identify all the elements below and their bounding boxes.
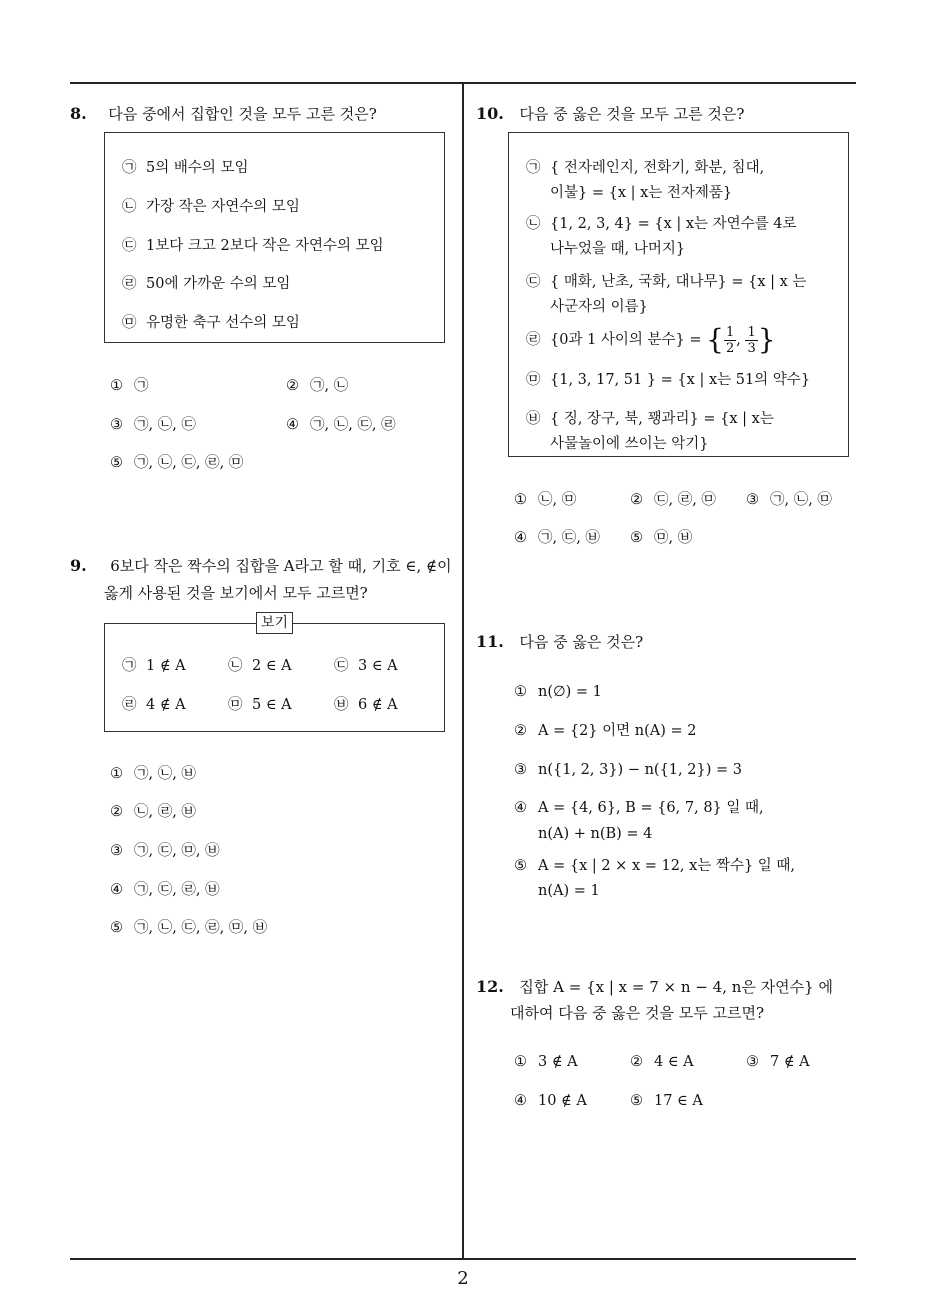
answer-choice-4[interactable]: ④ ㉠, ㉡, ㉢, ㉣ (286, 417, 396, 433)
fraction: $\frac{1}{2}$ (725, 324, 735, 356)
question-text: 집합 A = {x | x = 7 × n − 4, n은 자연수} 에 (519, 978, 833, 996)
condition-item: ㉡ 가장 작은 자연수의 모임 (122, 199, 300, 215)
answer-choice-2[interactable]: ② A = {2} 이면 n(A) = 2 (514, 723, 697, 739)
condition-item: ㉥ { 징, 장구, 북, 꽹과리} = {x | x는 (526, 411, 774, 427)
question-number: 10. (476, 104, 504, 123)
condition-item-cont: 사물놀이에 쓰이는 악기} (550, 436, 709, 452)
condition-item: ㉢ 1보다 크고 2보다 작은 자연수의 모임 (122, 238, 384, 254)
answer-choice-5[interactable]: ⑤ ㉠, ㉡, ㉢, ㉣, ㉤ (110, 455, 244, 471)
condition-item: ㉠ { 전자레인지, 전화기, 화분, 침대, (526, 160, 765, 176)
example-item: ㉠ 1 ∉ A (122, 658, 186, 674)
bottom-rule (70, 1258, 856, 1260)
answer-choice-3[interactable]: ③ 7 ∉ A (746, 1054, 810, 1070)
example-item: ㉡ 2 ∈ A (228, 658, 292, 674)
example-item: ㉢ 3 ∈ A (334, 658, 398, 674)
answer-choice-2[interactable]: ② 4 ∈ A (630, 1054, 694, 1070)
condition-item-cont: 이불} = {x | x는 전자제품} (550, 185, 733, 201)
example-box-tag: 보기 (256, 612, 293, 634)
answer-choice-3[interactable]: ③ ㉠, ㉡, ㉢ (110, 417, 196, 433)
condition-item: ㉢ { 매화, 난초, 국화, 대나무} = {x | x 는 (526, 274, 807, 290)
question-number: 12. (476, 977, 504, 996)
answer-choice-2[interactable]: ② ㉡, ㉣, ㉥ (110, 804, 196, 820)
question-text: 다음 중 옳은 것은? (519, 633, 644, 651)
example-item: ㉣ 4 ∉ A (122, 697, 186, 713)
example-box (104, 623, 445, 732)
answer-choice-4-cont: n(A) + n(B) = 4 (538, 826, 653, 842)
condition-item: ㉤ {1, 3, 17, 51 } = {x | x는 51의 약수} (526, 372, 811, 388)
example-item: ㉤ 5 ∈ A (228, 697, 292, 713)
example-item: ㉥ 6 ∉ A (334, 697, 398, 713)
question-text: 다음 중에서 집합인 것을 모두 고른 것은? (108, 105, 377, 123)
answer-choice-1[interactable]: ① ㉠, ㉡, ㉥ (110, 766, 196, 782)
answer-choice-1[interactable]: ① n(∅) = 1 (514, 684, 602, 700)
question-text: 6보다 작은 짝수의 집합을 A라고 할 때, 기호 ∈, ∉이 (110, 557, 452, 575)
question-text: 다음 중 옳은 것을 모두 고른 것은? (519, 105, 745, 123)
page-number: 2 (457, 1268, 469, 1289)
answer-choice-1[interactable]: ① 3 ∉ A (514, 1054, 578, 1070)
answer-choice-4[interactable]: ④ ㉠, ㉢, ㉣, ㉥ (110, 882, 220, 898)
condition-item-cont: 사군자의 이름} (550, 299, 648, 315)
answer-choice-5[interactable]: ⑤ ㉠, ㉡, ㉢, ㉣, ㉤, ㉥ (110, 920, 268, 936)
question-number: 8. (70, 104, 87, 123)
answer-choice-4[interactable]: ④ A = {4, 6}, B = {6, 7, 8} 일 때, (514, 800, 764, 816)
question-text: 옳게 사용된 것을 보기에서 모두 고르면? (104, 584, 368, 602)
question-text: 대하여 다음 중 옳은 것을 모두 고르면? (510, 1004, 765, 1022)
answer-choice-5[interactable]: ⑤ ㉤, ㉥ (630, 530, 693, 546)
column-divider (462, 82, 464, 1259)
condition-item: ㉣ 50에 가까운 수의 모임 (122, 276, 291, 292)
answer-choice-3[interactable]: ③ ㉠, ㉢, ㉤, ㉥ (110, 843, 220, 859)
answer-choice-4[interactable]: ④ ㉠, ㉢, ㉥ (514, 530, 600, 546)
condition-item: ㉠ 5의 배수의 모임 (122, 160, 249, 176)
answer-choice-1[interactable]: ① ㉠ (110, 378, 149, 394)
answer-choice-4[interactable]: ④ 10 ∉ A (514, 1093, 587, 1109)
question-number: 9. (70, 556, 87, 575)
answer-choice-5[interactable]: ⑤ A = {x | 2 × x = 12, x는 짝수} 일 때, (514, 858, 796, 874)
condition-item: ㉤ 유명한 축구 선수의 모임 (122, 315, 300, 331)
answer-choice-3[interactable]: ③ n({1, 2, 3}) − n({1, 2}) = 3 (514, 762, 742, 778)
answer-choice-2[interactable]: ② ㉢, ㉣, ㉤ (630, 492, 716, 508)
condition-item-cont: 나누었을 때, 나머지} (550, 241, 686, 257)
question-number: 11. (476, 632, 504, 651)
condition-item: ㉣ {0과 1 사이의 분수} = { $\frac{1}{2}$ , $\frac{1}{3}$ } (526, 323, 776, 356)
fraction: $\frac{1}{3}$ (747, 324, 756, 356)
answer-choice-3[interactable]: ③ ㉠, ㉡, ㉤ (746, 492, 832, 508)
condition-item: ㉡ {1, 2, 3, 4} = {x | x는 자연수를 4로 (526, 216, 797, 232)
answer-choice-5[interactable]: ⑤ 17 ∈ A (630, 1093, 703, 1109)
answer-choice-2[interactable]: ② ㉠, ㉡ (286, 378, 349, 394)
answer-choice-1[interactable]: ① ㉡, ㉤ (514, 492, 577, 508)
answer-choice-5-cont: n(A) = 1 (538, 883, 600, 899)
